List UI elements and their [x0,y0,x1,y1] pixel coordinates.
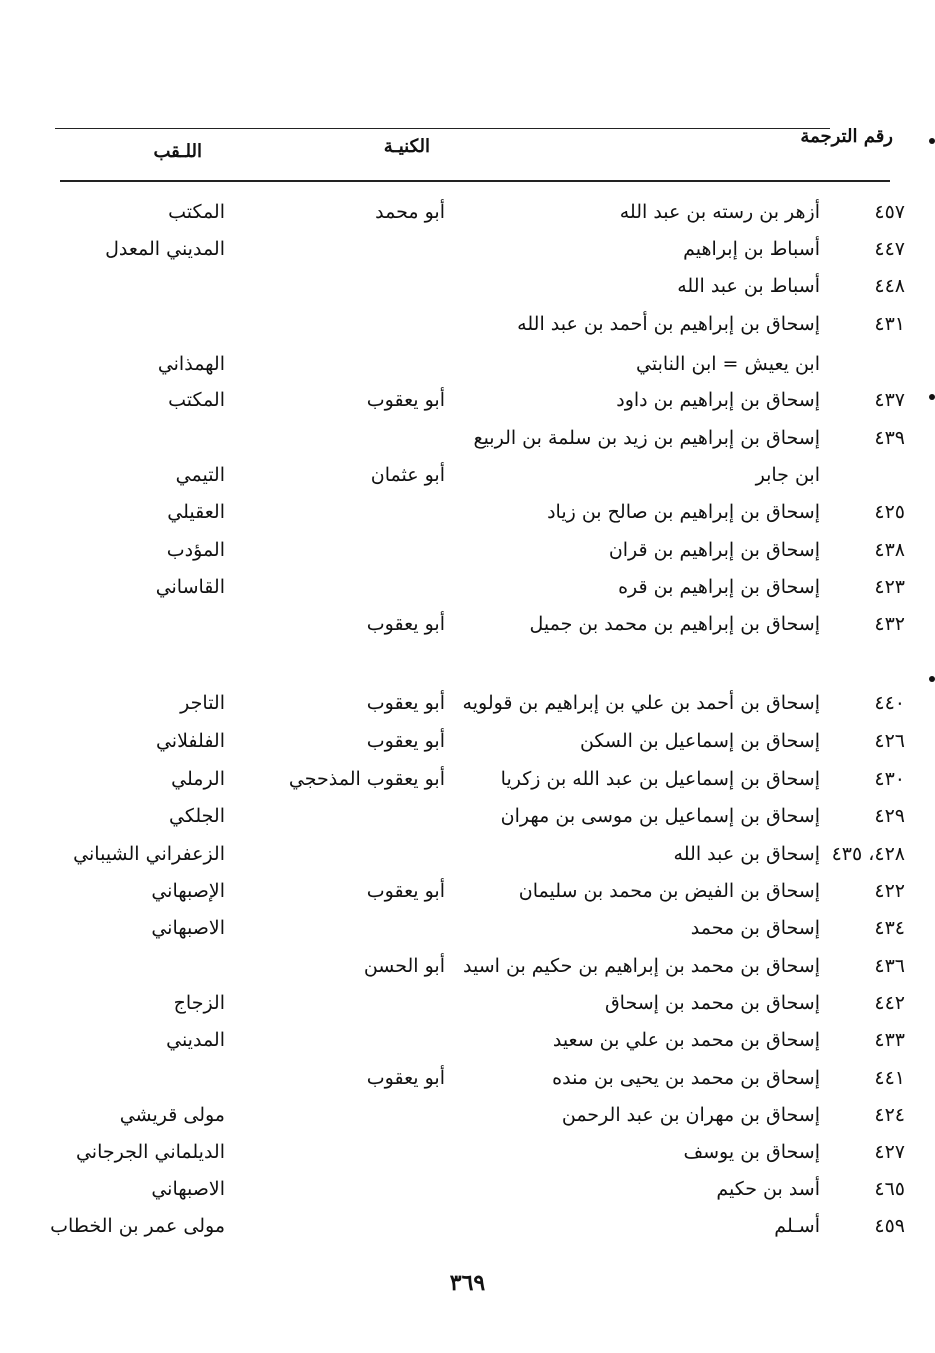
entry-number: ٤٢٩ [874,805,905,827]
entry-laqab: الديلماني الجرجاني [75,1141,225,1163]
entry-name: إسحاق بن الفيض بن محمد بن سليمان [518,880,820,902]
entry-name: ابن يعيش = ابن النابتي [636,353,820,375]
entry-laqab: التيمي [175,464,225,486]
entry-name: أسـلم [774,1215,820,1237]
entry-name: إسحاق بن محمد بن يحيى بن منده [552,1067,820,1089]
entry-number: ٤٢٣ [874,576,905,598]
entry-number: ٤٣٠ [874,768,905,790]
list-item [0,197,935,233]
entry-name: أسباط بن عبد الله [677,275,820,297]
entry-laqab: الزعفراني الشيباني [73,843,225,865]
list-item [0,688,935,724]
list-item [0,572,935,608]
entry-number: ٤٣٤ [874,917,905,939]
entry-kunya: أبو يعقوب المذحجي [288,768,445,790]
list-item [0,988,935,1024]
list-item [0,609,935,645]
entry-name: ابن جابر [755,464,820,486]
entry-name: إسحاق بن إسماعيل بن عبد الله بن زكريا [500,768,820,790]
entry-name: إسحاق بن إبراهيم بن أحمد بن عبد الله [517,313,820,335]
entry-laqab: المكتب [168,389,225,411]
entry-number: ٤٢٨، ٤٣٥ [831,843,905,865]
list-item [0,1174,935,1210]
entry-number: ٤٢٢ [874,880,905,902]
entry-number: ٤٣٩ [874,427,905,449]
entry-number: ٤٤٢ [874,992,905,1014]
entry-laqab: الجلكي [169,805,225,827]
list-item [0,1063,935,1099]
entry-laqab: العقيلي [167,501,225,523]
entry-number: ٤٢٦ [874,730,905,752]
entry-name: إسحاق بن إبراهيم بن قره [618,576,820,598]
entry-number: ٤٣٦ [874,955,905,977]
entry-name: إسحاق بن إسماعيل بن موسى بن مهران [500,805,820,827]
list-item [0,1211,935,1247]
entry-kunya: أبو يعقوب [366,730,445,752]
entry-laqab: الهمذاني [157,353,225,375]
entry-laqab: القاساني [155,576,225,598]
list-item [0,460,935,496]
entry-laqab: المؤدب [166,539,225,561]
list-item [0,1025,935,1061]
entry-name: إسحاق بن مهران بن عبد الرحمن [561,1104,820,1126]
entry-number: ٤٣٣ [874,1029,905,1051]
entry-kunya: أبو عثمان [370,464,445,486]
entry-name: إسحاق بن إبراهيم بن داود [616,389,820,411]
entry-number: ٤٣٧ [874,389,905,411]
list-item [0,349,935,385]
entry-laqab: المديني [166,1029,225,1051]
entry-kunya: أبو محمد [375,201,445,223]
margin-mark [929,394,935,400]
list-item [0,1137,935,1173]
entry-name: إسحاق بن إسماعيل بن السكن [579,730,820,752]
entry-number: ٤٢٥ [874,501,905,523]
entry-laqab: مولى قريشي [119,1104,225,1126]
margin-mark [929,676,935,682]
list-item [0,1100,935,1136]
entry-number: ٤٤١ [874,1067,905,1089]
entry-number: ٤٢٧ [874,1141,905,1163]
list-item [0,385,935,421]
entry-laqab: الإصبهاني [151,880,225,902]
entry-number: ٤٥٩ [874,1215,905,1237]
entry-name: إسحاق بن محمد بن إبراهيم بن حكيم بن اسيد [463,955,820,977]
entry-number: ٤٢٤ [874,1104,905,1126]
entry-laqab: الزجاج [173,992,225,1014]
entry-name: إسحاق بن إبراهيم بن زيد بن سلمة بن الربيع [473,427,820,449]
entry-number: ٤٥٧ [874,201,905,223]
entry-laqab: المكتب [168,201,225,223]
header-kunya: الكنيـة [383,136,430,157]
entry-number: ٤٤٧ [874,238,905,260]
entry-name: إسحاق بن إبراهيم بن قران [608,539,820,561]
list-item [0,876,935,912]
entry-kunya: أبو الحسن [363,955,445,977]
entry-laqab: الاصبهاني [151,1178,225,1200]
list-item [0,951,935,987]
header-number: رقم الترجمة [800,126,893,147]
entry-laqab: مولى عمر بن الخطاب [50,1215,225,1237]
entry-name: أسد بن حكيم [716,1178,820,1200]
entry-number: ٤٣٨ [874,539,905,561]
top-rule [55,128,830,129]
entry-kunya: أبو يعقوب [366,692,445,714]
entry-laqab: الرملي [171,768,225,790]
entry-kunya: أبو يعقوب [366,389,445,411]
list-item [0,535,935,571]
entry-laqab: الفلفلاني [155,730,225,752]
entry-name: إسحاق بن يوسف [683,1141,820,1163]
header-laqab: اللـقب [153,141,202,162]
entry-kunya: أبو يعقوب [366,1067,445,1089]
list-item [0,423,935,459]
list-item [0,497,935,533]
entry-laqab: التاجر [180,692,225,714]
entry-kunya: أبو يعقوب [366,880,445,902]
entry-name: أزهر بن رسته بن عبد الله [619,201,820,223]
entry-number: ٤٣٢ [874,613,905,635]
margin-mark [929,138,935,144]
entry-name: إسحاق بن محمد بن إسحاق [604,992,820,1014]
list-item [0,726,935,762]
entry-number: ٤٣١ [874,313,905,335]
list-item [0,801,935,837]
entry-number: ٤٦٥ [874,1178,905,1200]
entry-name: إسحاق بن أحمد بن علي بن إبراهيم بن قولويه [462,692,820,714]
entry-name: إسحاق بن محمد [690,917,820,939]
entry-kunya: أبو يعقوب [366,613,445,635]
entry-name: إسحاق بن إبراهيم بن صالح بن زياد [547,501,820,523]
entry-name: إسحاق بن محمد بن علي بن سعيد [552,1029,820,1051]
list-item [0,234,935,270]
entry-laqab: الاصبهاني [151,917,225,939]
entry-laqab: المديني المعدل [105,238,225,260]
entry-number: ٤٤٨ [874,275,905,297]
page-number: ٣٦٩ [449,1270,486,1296]
list-item [0,309,935,345]
list-item [0,271,935,307]
entry-name: أسباط بن إبراهيم [683,238,820,260]
entry-name: إسحاق بن إبراهيم بن محمد بن جميل [529,613,820,635]
header-bottom-rule [60,180,890,182]
entry-number: ٤٤٠ [874,692,905,714]
entry-name: إسحاق بن عبد الله [673,843,820,865]
list-item [0,913,935,949]
list-item [0,764,935,800]
list-item [0,839,935,875]
